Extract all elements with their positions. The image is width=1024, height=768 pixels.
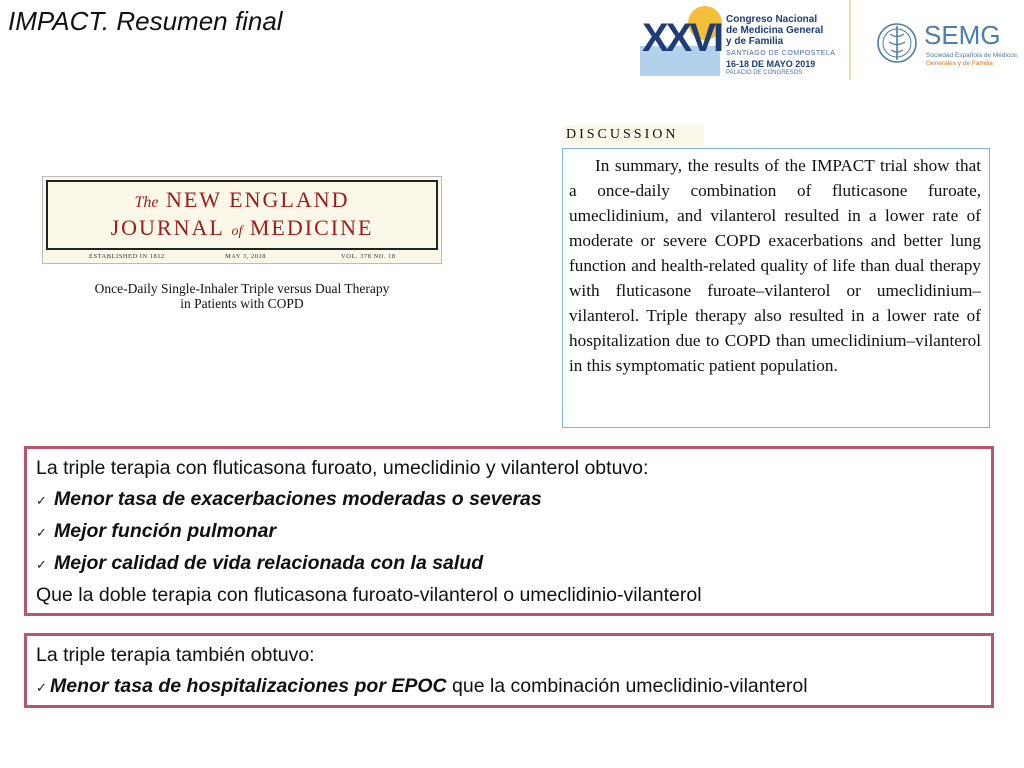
nejm-of: of (231, 224, 243, 239)
congress-name-line3: y de Familia (726, 36, 784, 47)
nejm-title-line2 (43, 215, 441, 241)
semg-subtitle-line1: Sociedad Española de Médicos (926, 52, 1018, 59)
congress-roman-numeral: XXVI (642, 16, 722, 60)
semg-emblem-icon (876, 22, 918, 64)
summary-bullet (36, 484, 991, 516)
summary-bullet-text: Menor tasa de exacerbaciones moderadas o severas (54, 488, 542, 510)
summary-box-hospitalization (24, 633, 994, 708)
congress-place: SANTIAGO DE COMPOSTELA (726, 50, 836, 57)
congress-venue: PALACIO DE CONGRESOS (726, 70, 803, 76)
hospitalization-bullet-rest: que la combinación umeclidinio-vilanterol (446, 675, 808, 697)
article-title (40, 281, 444, 311)
nejm-journal: JOURNAL (110, 215, 224, 240)
nejm-established: ESTABLISHED IN 1812 (89, 253, 165, 260)
semg-acronym: SEMG (924, 20, 1001, 50)
summary-bullet (36, 548, 991, 580)
nejm-date: MAY 3, 2018 (225, 253, 266, 260)
nejm-the: The (134, 194, 159, 211)
congress-dates: 16-18 DE MAYO 2019 (726, 59, 816, 69)
summary-box-main (24, 446, 994, 616)
congress-name (726, 14, 836, 47)
semg-logo (876, 20, 1016, 70)
congress-name-line2: de Medicina General (726, 25, 824, 36)
discussion-text: In summary, the results of the IMPACT trial show that a once-daily combination of fluticasone furoate, umeclidinium, and vilanterol resulted in a lower rate of moderate or severe COPD exacerbations and better lung function and health-related quality of life than dual therapy with fluticasone furoate–vilanterol or umeclidinium–vilanterol. Triple therapy also resulted in a lower rate of hospitalization due to COPD than umeclidinium–vilanterol in this symptomatic patient population. (569, 156, 981, 375)
check-icon: ✓ (36, 493, 47, 508)
nejm-medicine: MEDICINE (249, 215, 374, 240)
nejm-volume: VOL. 378 NO. 18 (341, 253, 396, 260)
summary-outro: Que la doble terapia con fluticasona furoato-vilanterol o umeclidinio-vilanterol (36, 584, 702, 606)
congress-logo (638, 2, 838, 80)
discussion-box (562, 148, 990, 428)
check-icon: ✓ (36, 525, 47, 540)
hospitalization-bullet (36, 671, 991, 703)
summary-bullet (36, 516, 991, 548)
discussion-heading: DISCUSSION (564, 125, 704, 145)
congress-name-line1: Congreso Nacional (726, 14, 818, 25)
article-title-line1: Once-Daily Single-Inhaler Triple versus Dual Therapy (94, 281, 390, 296)
hospitalization-bullet-bold: Menor tasa de hospitalizaciones por EPOC (50, 675, 447, 697)
nejm-new-england: NEW ENGLAND (165, 187, 350, 212)
summary-bullet-text: Mejor función pulmonar (54, 520, 277, 542)
summary-intro: La triple terapia con fluticasona furoato, umeclidinio y vilanterol obtuvo: (36, 457, 649, 479)
slide-title: IMPACT. Resumen final (8, 6, 283, 36)
summary-bullet-text: Mejor calidad de vida relacionada con la salud (54, 552, 484, 574)
check-icon: ✓ (36, 557, 47, 572)
logo-divider (849, 0, 851, 80)
hospitalization-intro: La triple terapia también obtuvo: (36, 644, 315, 666)
nejm-title-line1 (43, 187, 441, 213)
article-title-line2: in Patients with COPD (180, 296, 304, 311)
semg-subtitle-line2: Generales y de Familia (926, 60, 993, 67)
nejm-masthead (42, 176, 442, 264)
check-icon: ✓ (36, 680, 47, 695)
